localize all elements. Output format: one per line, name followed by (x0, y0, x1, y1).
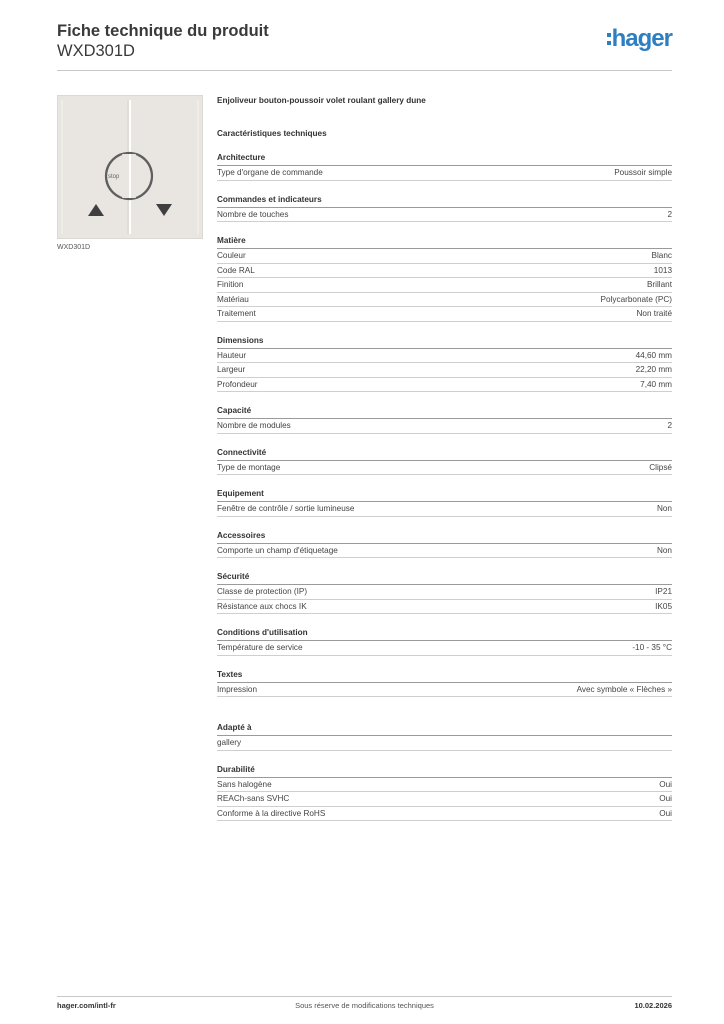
spec-value: Oui (659, 779, 672, 789)
spec-label: Classe de protection (IP) (217, 587, 308, 596)
spec-group-title: Capacité (217, 405, 672, 419)
spec-row (217, 600, 672, 615)
spec-label: Sans halogène (217, 779, 272, 789)
spec-group-title: Accessoires (217, 530, 672, 544)
spec-row (217, 778, 672, 793)
spec-value: Avec symbole « Flèches » (576, 684, 672, 694)
spec-value: -10 - 35 °C (632, 643, 672, 652)
spec-label: Comporte un champ d'étiquetage (217, 545, 338, 555)
footer-notice: Sous réserve de modifications techniques (295, 1001, 434, 1010)
spec-group (217, 405, 672, 434)
spec-group (217, 722, 672, 751)
spec-value: Blanc (651, 251, 672, 260)
spec-label: Résistance aux chocs IK (217, 601, 307, 611)
spec-group-title: Durabilité (217, 764, 672, 778)
spec-row (217, 419, 672, 434)
spec-value: 22,20 mm (635, 365, 672, 374)
spec-value: 1013 (653, 265, 672, 275)
spec-label: Conforme à la directive RoHS (217, 808, 326, 818)
spec-group-title: Architecture (217, 152, 672, 166)
spec-label: Hauteur (217, 350, 247, 360)
spec-group (217, 627, 672, 656)
spec-value: Oui (659, 808, 672, 818)
spec-row (217, 736, 672, 751)
spec-group-title: Adapté à (217, 722, 672, 736)
spec-group-title: Dimensions (217, 335, 672, 349)
spec-groups (217, 152, 672, 821)
spec-row (217, 249, 672, 264)
spec-value: 7,40 mm (640, 379, 672, 389)
spec-label: Nombre de modules (217, 421, 291, 430)
spec-row (217, 585, 672, 600)
spec-row (217, 363, 672, 378)
spec-value: Non traité (636, 309, 672, 318)
spec-label: Type de montage (217, 462, 281, 472)
spec-label: Nombre de touches (217, 209, 289, 219)
spec-row (217, 683, 672, 698)
spec-group (217, 235, 672, 322)
spec-label: REACh-sans SVHC (217, 794, 290, 803)
page-header (57, 20, 672, 71)
footer-date: 10.02.2026 (634, 1001, 672, 1010)
page-footer (57, 996, 672, 1013)
spec-row (217, 208, 672, 223)
spec-row (217, 792, 672, 807)
spec-label: Largeur (217, 365, 246, 374)
spec-group (217, 530, 672, 559)
spec-label: Fenêtre de contrôle / sortie lumineuse (217, 504, 355, 513)
product-reference: WXD301D (57, 42, 135, 60)
spec-label: Impression (217, 684, 258, 694)
spec-value: 2 (667, 421, 672, 430)
spec-row (217, 278, 672, 293)
spec-group (217, 764, 672, 822)
spec-group-title: Connectivité (217, 447, 672, 461)
spec-row (217, 378, 672, 393)
section-heading: Caractéristiques techniques (217, 129, 327, 138)
spec-value: Poussoir simple (614, 168, 672, 177)
spec-group (217, 335, 672, 393)
page-title: Fiche technique du produit (57, 22, 269, 40)
spec-row (217, 502, 672, 517)
spec-label: Température de service (217, 643, 303, 652)
spec-group-title: Conditions d'utilisation (217, 627, 672, 641)
spec-label: gallery (217, 738, 242, 747)
logo-wordmark: hager (611, 25, 672, 52)
spec-label: Traitement (217, 309, 256, 318)
spec-row (217, 544, 672, 559)
spec-value: IP21 (655, 587, 672, 596)
spec-value: IK05 (655, 601, 672, 611)
product-image (57, 95, 203, 239)
spec-value: Oui (659, 794, 672, 803)
spec-group-title: Equipement (217, 488, 672, 502)
spec-group (217, 488, 672, 517)
spec-value: Polycarbonate (PC) (600, 294, 672, 304)
spec-row (217, 293, 672, 308)
spec-value: Clipsé (649, 462, 672, 472)
spec-content (217, 95, 672, 821)
spec-label: Couleur (217, 251, 246, 260)
spec-group (217, 152, 672, 181)
spec-row (217, 307, 672, 322)
product-name: Enjoliveur bouton-poussoir volet roulant gallery dune (217, 96, 426, 105)
spec-row (217, 641, 672, 656)
hager-logo (607, 26, 672, 52)
spec-group (217, 571, 672, 614)
spec-group-title: Commandes et indicateurs (217, 194, 672, 208)
spec-label: Type d'organe de commande (217, 168, 323, 177)
spec-row (217, 349, 672, 364)
spec-row (217, 166, 672, 181)
footer-website[interactable]: hager.com/intl-fr (57, 1001, 116, 1010)
spec-group-title: Sécurité (217, 571, 672, 585)
spec-label: Profondeur (217, 379, 258, 389)
spec-value: Brillant (646, 280, 672, 289)
spec-value: 2 (667, 209, 672, 219)
spec-label: Code RAL (217, 265, 255, 275)
spec-value: Non (656, 504, 672, 513)
spec-label: Matériau (217, 294, 249, 304)
spec-value: 44,60 mm (635, 350, 672, 360)
spec-label: Finition (217, 280, 244, 289)
image-caption: WXD301D (57, 244, 91, 251)
spec-group-title: Textes (217, 669, 672, 683)
spec-row (217, 461, 672, 476)
spec-value: Non (656, 545, 672, 555)
spec-row (217, 264, 672, 279)
spec-group (217, 447, 672, 476)
spec-row (217, 807, 672, 822)
spec-group (217, 194, 672, 223)
spec-group (217, 669, 672, 698)
stop-label: stop (108, 174, 120, 180)
logo-dots-icon (607, 33, 611, 45)
spec-group-title: Matière (217, 235, 672, 249)
